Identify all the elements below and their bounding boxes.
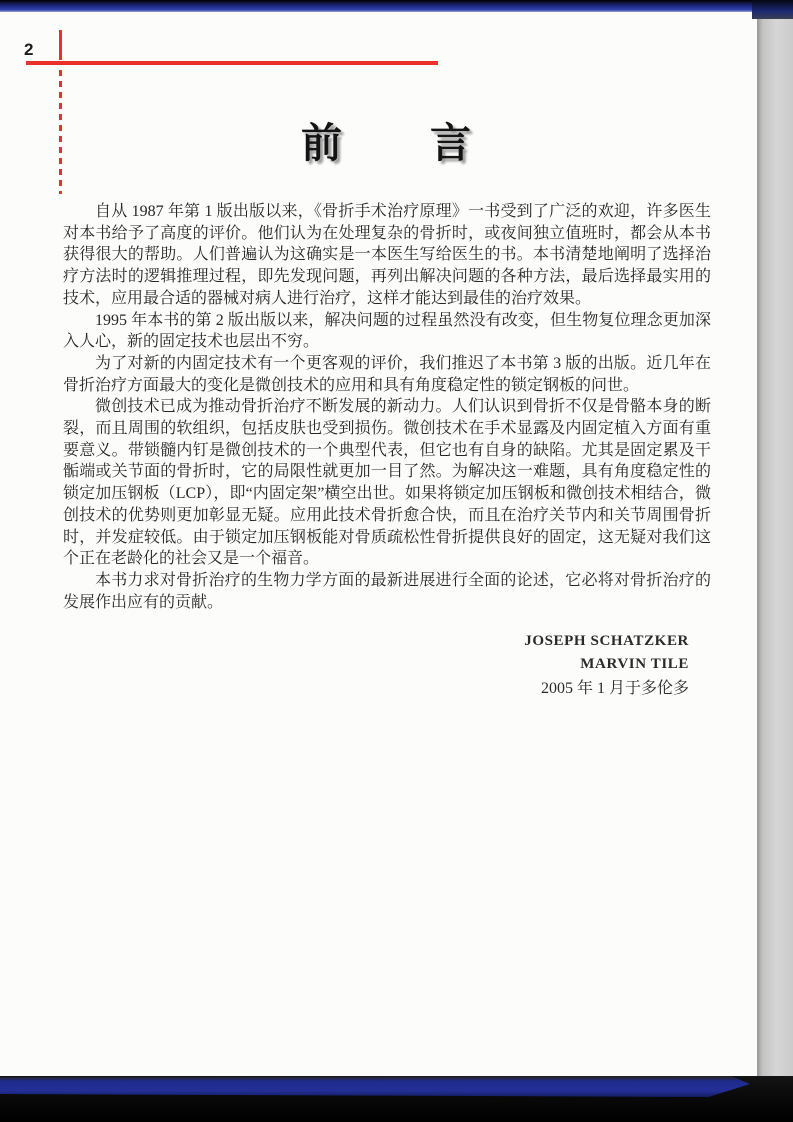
preface-body [63, 201, 711, 613]
red-dashed-line [59, 70, 62, 194]
preface-paragraph-4: 微创技术已成为推动骨折治疗不断发展的新动力。人们认识到骨折不仅是骨骼本身的断裂，而且周围的软组织，包括皮肤也受到损伤。微创技术在手术显露及内固定植入方面有重要意义。带锁髓内钉是微创技术的一个典型代表，但它也有自身的缺陷。尤其是固定累及干骺端或关节面的骨折时，它的局限性就更加一目了然。为解决这一难题，具有角度稳定性的锁定加压钢板（LCP），即“内固定架”横空出世。如果将锁定加压钢板和微创技术相结合，微创技术的优势则更加彰显无疑。应用此技术骨折愈合快，而且在治疗关节内和关节周围骨折时，并发症较低。由于锁定加压钢板能对骨质疏松性骨折提供良好的固定，这无疑对我们这个正在老龄化的社会又是一个福音。 [63, 398, 711, 568]
author-name-2: MARVIN TILE [580, 656, 689, 672]
preface-paragraph-5: 本书力求对骨折治疗的生物力学方面的最新进展进行全面的论述，它必将对骨折治疗的发展作出应有的贡献。 [63, 571, 711, 611]
book-cover-top-edge [0, 0, 793, 12]
signature-block [63, 630, 689, 701]
preface-paragraph-1: 自从 1987 年第 1 版出版以来，《骨折手术治疗原理》一书受到了广泛的欢迎，许多医生对本书给予了高度的评价。他们认为在处理复杂的骨折时，或夜间独立值班时，都会从本书获得很大的帮助。人们普遍认为这确实是一本医生写给医生的书。本书清楚地阐明了选择治疗方法时的逻辑推理过程，即先发现问题，再列出解决问题的各种方法，最后选择最实用的技术，应用最合适的器械对病人进行治疗，这样才能达到最佳的治疗效果。 [63, 203, 711, 307]
red-rule-line [26, 61, 438, 65]
book-cover-bottom-edge [0, 1076, 750, 1097]
book-page-fore-edge [756, 10, 793, 1076]
preface-paragraph-2: 1995 年本书的第 2 版出版以来，解决问题的过程虽然没有改变，但生物复位理念更加深入人心，新的固定技术也层出不穷。 [63, 311, 711, 351]
page-title: 前 言 [301, 120, 473, 166]
preface-paragraph-3: 为了对新的内固定技术有一个更客观的评价，我们推迟了本书第 3 版的出版。近几年在骨折治疗方面最大的变化是微创技术的应用和具有角度稳定性的锁定钢板的问世。 [63, 354, 711, 394]
red-tick-line [59, 30, 62, 60]
book-page [0, 10, 757, 1078]
book-cover-top-corner [752, 0, 793, 19]
page-number: 2 [24, 40, 34, 59]
author-name-1: JOSEPH SCHATZKER [524, 633, 689, 649]
signature-dateline: 2005 年 1 月于多伦多 [540, 680, 689, 697]
